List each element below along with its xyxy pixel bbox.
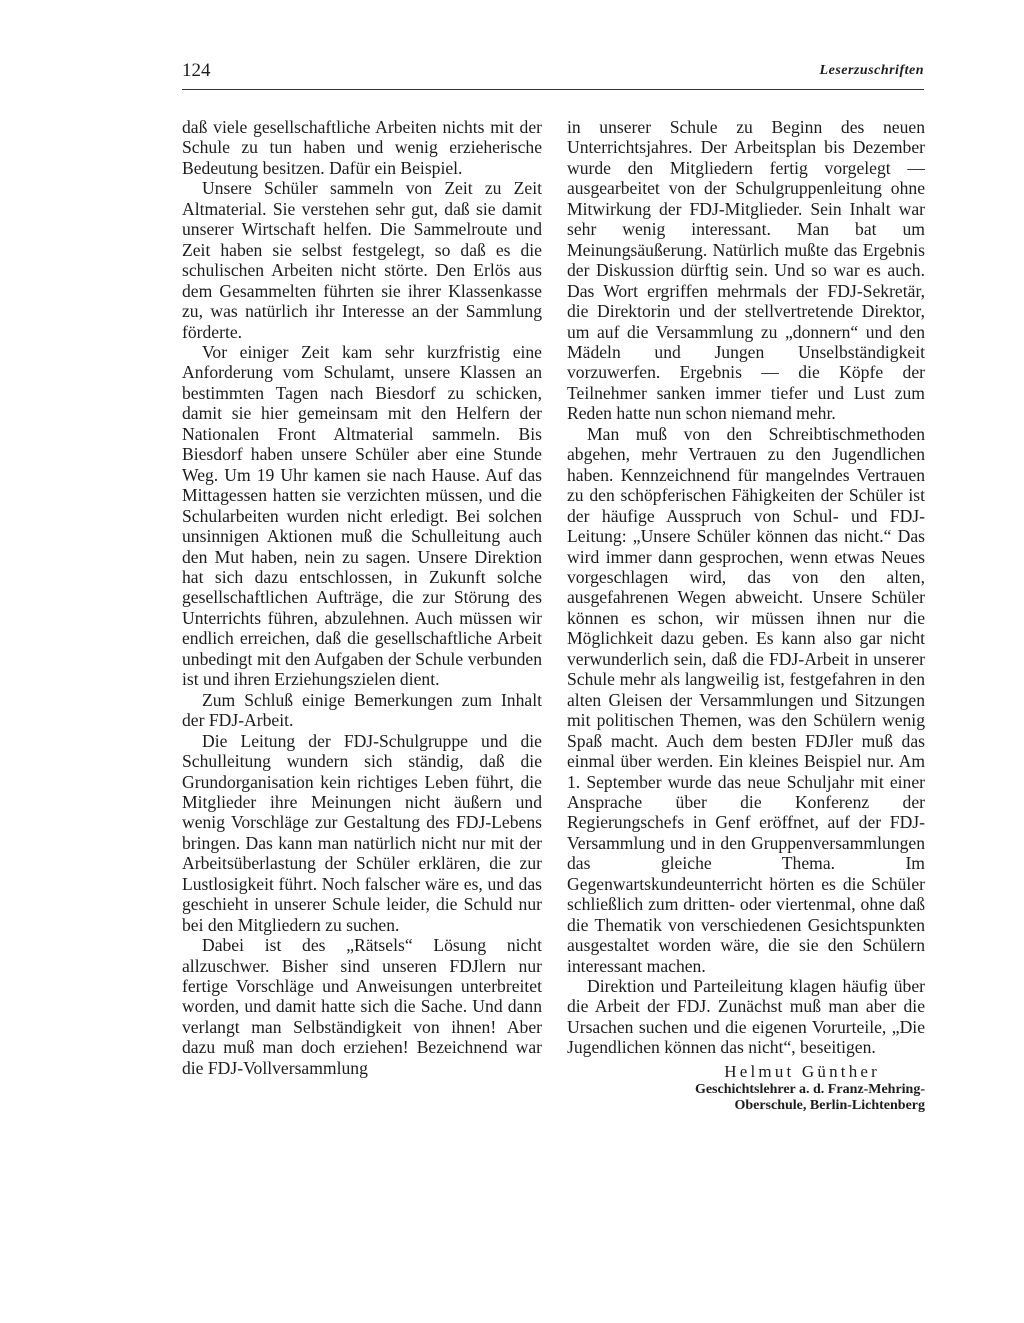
paragraph: daß viele gesellschaftliche Arbeiten nichts mit der Schule zu tun haben und wenig erzieherische Bedeutung besitzen. Dafür ein Beispiel. [182,117,542,178]
left-column [182,117,542,1078]
header-rule [182,89,924,90]
author-name: Helmut Günther [724,1061,880,1081]
paragraph: Dabei ist des „Rätsels“ Lösung nicht allzuschwer. Bisher sind unseren FDJlern nur fertige Vorschläge und Anweisungen unterbreitet worden, und damit hatte sich die Sache. Und dann verlangt man Selbständigkeit von ihnen! Aber dazu muß man doch erziehen! Bezeichnend war die FDJ-Vollversammlung [182,935,542,1078]
paragraph: Zum Schluß einige Bemerkungen zum Inhalt der FDJ-Arbeit. [182,689,542,731]
paragraph: Vor einiger Zeit kam sehr kurzfristig eine Anforderung vom Schulamt, unsere Klassen an bestimmten Tagen nach Biesdorf zu schicken, damit sie hier gemeinsam mit den Helfern der Nationalen Front Altmaterial sammeln. Bis Biesdorf haben unsere Schüler aber eine Stunde Weg. Um 19 Uhr kamen sie nach Hause. Auf das Mittagessen hatten sie verzichten müssen, und die Schularbeiten wurden nicht erledigt. Bei solchen unsinnigen Aktionen muß die Schulleitung auch den Mut haben, nein zu sagen. Unsere Direktion hat sich dazu entschlossen, in Zukunft solche gesellschaftlichen Aufträge, die zur Störung des Unterrichts führen, abzulehnen. Auch müssen wir endlich erreichen, daß die gesellschaftliche Arbeit unbedingt mit den Aufgaben der Schule verbunden ist und ihren Erziehungszielen dient. [182,341,542,690]
signature [567,1062,925,1114]
right-column [567,117,925,1114]
paragraph: Unsere Schüler sammeln von Zeit zu Zeit Altmaterial. Sie verstehen sehr gut, daß sie damit unserer Wirtschaft helfen. Die Sammelroute und Zeit haben sie selbst festgelegt, so daß es die schulischen Arbeiten nicht störte. Den Erlös aus dem Gesammelten führten sie ihrer Klassenkasse zu, was natürlich ihr Interesse an der Sammlung förderte. [182,178,542,342]
page-number: 124 [182,60,211,81]
running-head: Leserzuschriften [819,63,924,78]
author-affiliation-line-1: Geschichtslehrer a. d. Franz-Mehring- [694,1082,925,1098]
author-affiliation-line-2: Oberschule, Berlin-Lichtenberg [734,1098,925,1114]
paragraph: Direktion und Parteileitung klagen häufig über die Arbeit der FDJ. Zunächst muß man aber die Ursachen suchen und die eigenen Vorurteile, „Die Jugendlichen können das nicht“, beseitigen. [567,976,925,1058]
paragraph: Man muß von den Schreibtischmethoden abgehen, mehr Vertrauen zu den Jugendlichen haben. Kennzeichnend für mangelndes Vertrauen zu den schöpferischen Fähigkeiten der Schüler ist der häufige Ausspruch von Schul- und FDJ-Leitung: „Unsere Schüler können das nicht.“ Das wird immer dann gesprochen, wenn etwas Neues vorgeschlagen wird, das von den alten, ausgefahrenen Wegen abweicht. Unsere Schüler können es schon, wir müssen ihnen nur die Möglichkeit dazu geben. Es kann also gar nicht verwunderlich sein, daß die FDJ-Arbeit in unserer Schule mehr als langweilig ist, festgefahren in den alten Gleisen der Versammlungen und Sitzungen mit politischen Themen, was den Schülern wenig Spaß macht. Auch dem besten FDJler muß das einmal über werden. Ein kleines Beispiel nur. Am 1. September wurde das neue Schuljahr mit einer Ansprache über die Konferenz der Regierungschefs in Genf eröffnet, auf der FDJ-Versammlung und in den Gruppenversammlungen das gleiche Thema. Im Gegenwartskundeunterricht hörten es die Schüler schließlich zum dritten- oder viertenmal, ohne daß die Thematik von verschiedenen Gesichtspunkten ausgestaltet worden wäre, die sie den Schülern interessant machen. [567,423,925,976]
paragraph: in unserer Schule zu Beginn des neuen Unterrichtsjahres. Der Arbeitsplan bis Dezember wurde den Mitgliedern fertig vorgelegt — ausgearbeitet von der Schulgruppenleitung ohne Mitwirkung der FDJ-Mitglieder. Sein Inhalt war sehr wenig interessant. Man bat um Meinungsäußerung. Natürlich mußte das Ergebnis der Diskussion dürftig sein. Und so war es auch. Das Wort ergriffen mehrmals der FDJ-Sekretär, die Direktorin und der stellvertretende Direktor, um auf die Versammlung zu „donnern“ und den Mädeln und Jungen Unselbständigkeit vorzuwerfen. Ergebnis — die Köpfe der Teilnehmer sanken immer tiefer und Lust zum Reden hatte nun schon niemand mehr. [567,117,925,424]
paragraph: Die Leitung der FDJ-Schulgruppe und die Schulleitung wundern sich ständig, daß die Grundorganisation kein richtiges Leben führt, die Mitglieder ihre Meinungen nicht äußern und wenig Vorschläge zur Gestaltung des FDJ-Lebens bringen. Das kann man natürlich nicht nur mit der Arbeitsüberlastung der Schüler erklären, die zur Lustlosigkeit führt. Noch falscher wäre es, und das geschieht in unserer Schule leider, die Schuld nur bei den Mitgliedern zu suchen. [182,730,542,935]
